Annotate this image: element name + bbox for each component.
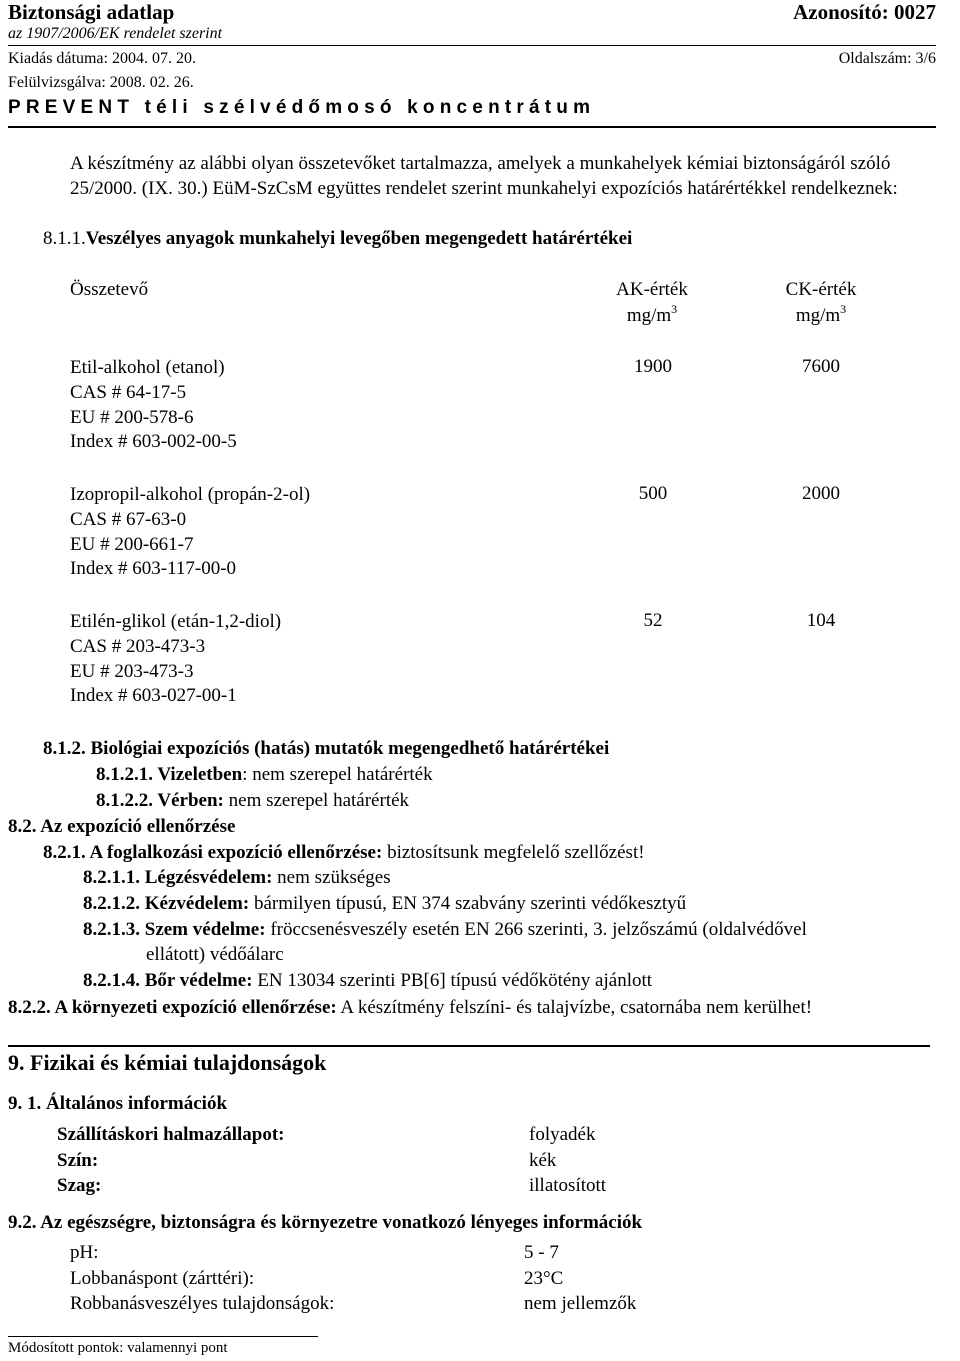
section-8211-text: nem szükséges (272, 867, 391, 888)
ck-value: 7600 (802, 356, 840, 377)
intro-paragraph: A készítmény az alábbi olyan összetevőket tartalmazza, amelyek a munkahelyek kémiai biztonságáról szóló 25/2000. (IX. 30.) EüM-SzCsM együttes rendelet szerint munkahelyi expozíciós határértékkel rendelkeznek: (70, 153, 898, 199)
property-value: nem jellemzők (524, 1293, 637, 1314)
section-92-heading: 9.2. Az egészségre, biztonságra és környezetre vonatkozó lényeges információk (8, 1212, 643, 1233)
property-label: Robbanásveszélyes tulajdonságok: (70, 1293, 335, 1314)
section-8214-label: 8.2.1.4. Bőr védelme: (83, 970, 253, 991)
section-8213-continuation: ellátott) védőálarc (146, 944, 284, 965)
section-8122 (96, 790, 409, 812)
property-label: Szag: (57, 1175, 102, 1196)
section-8212-label: 8.2.1.2. Kézvédelem: (83, 893, 250, 914)
column-header-ck: CK-érték (785, 279, 857, 300)
property-label: pH: (70, 1242, 99, 1263)
section-822 (8, 997, 812, 1019)
section-812-heading: 8.1.2. Biológiai expozíciós (hatás) mutatók megengedhető határértékei (43, 738, 610, 759)
section-8121 (96, 764, 433, 786)
component-cas: CAS # 64-17-5 (70, 381, 187, 403)
section-8211-label: 8.2.1.1. Légzésvédelem: (83, 867, 273, 888)
component-index: Index # 603-002-00-5 (70, 431, 237, 453)
product-name: PREVENT téli szélvédőmosó koncentrátum (8, 97, 596, 118)
section-9-divider (8, 1045, 930, 1047)
component-index: Index # 603-117-00-0 (70, 558, 237, 580)
section-8212-text: bármilyen típusú, EN 374 szabvány szerinti védőkesztyű (249, 893, 687, 914)
unit-exponent: 3 (840, 302, 847, 316)
property-label: Szállításkori halmazállapot: (57, 1124, 285, 1145)
section-8213 (83, 919, 807, 941)
property-value: 23°C (524, 1268, 564, 1289)
property-label: Szín: (57, 1150, 99, 1171)
section-811-number: 8.1.1. (43, 228, 86, 249)
ak-value: 1900 (634, 356, 672, 377)
unit-exponent: 3 (671, 302, 678, 316)
section-811-title: Veszélyes anyagok munkahelyi levegőben megengedett határértékei (85, 228, 633, 249)
section-8212 (83, 893, 686, 915)
section-811-heading (43, 228, 632, 250)
regulation-reference: az 1907/2006/EK rendelet szerint (8, 25, 223, 42)
section-82-heading: 8.2. Az expozíció ellenőrzése (8, 816, 236, 837)
column-unit-ck (761, 302, 881, 327)
section-822-text: A készítmény felszíni- és talajvízbe, csatornába nem kerülhet! (336, 997, 813, 1018)
property-value: 5 - 7 (524, 1242, 559, 1263)
section-821 (43, 842, 645, 864)
header-divider (8, 45, 936, 46)
ak-value: 52 (643, 610, 663, 631)
property-value: folyadék (529, 1124, 596, 1145)
property-label: Lobbanáspont (zárttéri): (70, 1268, 255, 1289)
table-row (70, 356, 237, 455)
table-row (70, 483, 310, 582)
section-8121-label: 8.1.2.1. Vizeletben (96, 764, 243, 785)
column-header-ak: AK-érték (616, 279, 688, 300)
component-name: Etilén-glikol (etán-1,2-diol) (70, 611, 282, 632)
section-8214 (83, 970, 652, 992)
section-8122-label: 8.1.2.2. Vérben: (96, 790, 224, 811)
footer-divider (8, 1336, 318, 1337)
section-8213-label: 8.2.1.3. Szem védelme: (83, 919, 266, 940)
unit-text: mg/m (795, 305, 841, 326)
component-index: Index # 603-027-00-1 (70, 685, 237, 707)
component-name: Etil-alkohol (etanol) (70, 357, 225, 378)
page-number: Oldalszám: 3/6 (838, 50, 936, 67)
document-id: Azonosító: 0027 (793, 0, 936, 24)
unit-text: mg/m (626, 305, 672, 326)
section-821-label: 8.2.1. A foglalkozási expozíció ellenőrzése: (43, 842, 383, 863)
component-cas: CAS # 203-473-3 (70, 635, 206, 657)
section-822-label: 8.2.2. A környezeti expozíció ellenőrzése: (8, 997, 337, 1018)
section-821-text: biztosítsunk megfelelő szellőzést! (382, 842, 645, 863)
component-cas: CAS # 67-63-0 (70, 508, 187, 530)
property-value: kék (529, 1150, 557, 1171)
component-name: Izopropil-alkohol (propán-2-ol) (70, 484, 311, 505)
section-8213-text: fröccsenésveszély esetén EN 266 szerinti, 3. jelzőszámú (oldalvédővel (265, 919, 807, 940)
ak-value: 500 (638, 483, 668, 504)
document-title: Biztonsági adatlap (8, 0, 175, 24)
component-eu: EU # 200-661-7 (70, 533, 194, 555)
section-8214-text: EN 13034 szerinti PB[6] típusú védőkötény ajánlott (252, 970, 653, 991)
section-9-heading: 9. Fizikai és kémiai tulajdonságok (8, 1050, 327, 1075)
section-8122-text: nem szerepel határérték (223, 790, 410, 811)
section-91-heading: 9. 1. Általános információk (8, 1093, 228, 1114)
section-8211 (83, 867, 391, 889)
column-unit-ak (592, 302, 712, 327)
property-value: illatosított (529, 1175, 607, 1196)
section-8121-text: : nem szerepel határérték (242, 764, 433, 785)
ck-value: 2000 (802, 483, 840, 504)
ck-value: 104 (806, 610, 836, 631)
table-row (70, 610, 281, 709)
component-eu: EU # 200-578-6 (70, 406, 194, 428)
component-eu: EU # 203-473-3 (70, 660, 194, 682)
revision-date: Felülvizsgálva: 2008. 02. 26. (8, 74, 194, 91)
issue-date: Kiadás dátuma: 2004. 07. 20. (8, 50, 196, 67)
product-divider (8, 126, 936, 128)
footer-note: Módosított pontok: valamennyi pont (8, 1340, 228, 1356)
column-header-component: Összetevő (70, 279, 149, 300)
